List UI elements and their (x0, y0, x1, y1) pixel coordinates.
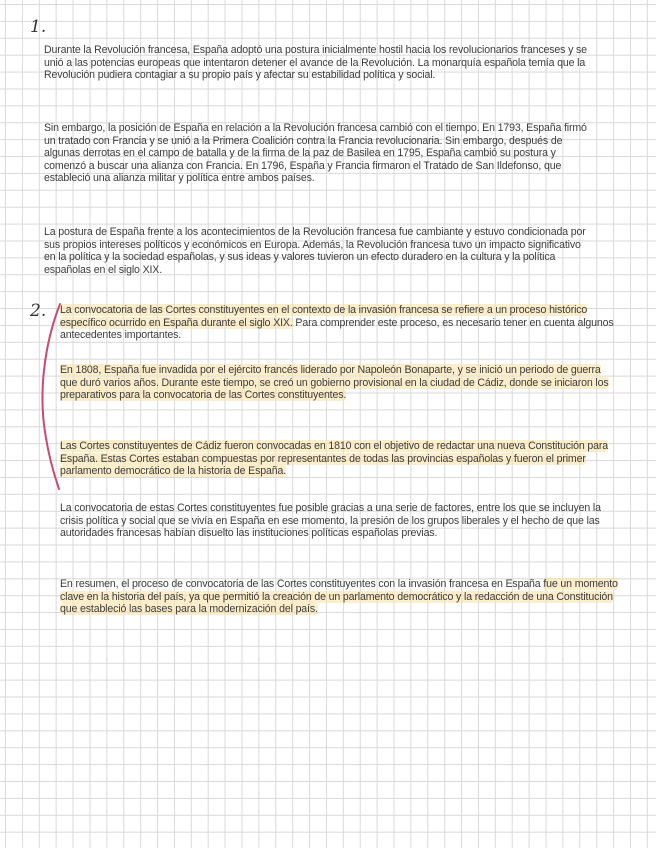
section-2-paragraph-3 (60, 440, 620, 478)
section-1-paragraph-3: La postura de España frente a los acontecimientos de la Revolución francesa fue cambiante y estuvo condicionada por sus propios intereses políticos y económicos en Europa. Además, la Revolución francesa tuvo un impacto significativo en la política y la sociedad españolas, y sus ideas y valores tuvieron un efecto duradero en la cultura y la política españolas en el siglo XIX. (44, 226, 586, 276)
highlighted-text: fue un momento clave en la historia del país, ya que permitió la creación de un parlamento democrático y la redacción de una Constitución que estableció las bases para la modernización del país. (60, 578, 618, 616)
section-2-number: 2. (30, 301, 47, 321)
highlighted-text: La convocatoria de las Cortes constituyentes en el contexto de la invasión francesa se refiere a un proceso histórico específico ocurrido en España durante el siglo XIX. (60, 304, 588, 329)
section-2-paragraph-2 (60, 364, 620, 402)
section-1-paragraph-1: Durante la Revolución francesa, España adoptó una postura inicialmente hostil hacia los revolucionarios franceses y se unió a las potencias europeas que intentaron detener el avance de la Revolución. La monarquía española temía que la Revolución pudiera contagiar a su propio país y afectar su estabilidad política y social. (44, 44, 587, 82)
highlighted-text: Las Cortes constituyentes de Cádiz fueron convocadas en 1810 con el objetivo de redactar una nueva Constitución para España. Estas Cortes estaban compuestas por representantes de todas las provincias españolas y fueron el primer parlamento democrático de la historia de España. (60, 440, 608, 478)
plain-text: Para comprender este proceso, es necesario tener en cuenta algunos antecedentes importantes. (60, 316, 614, 342)
section-2-paragraph-4: La convocatoria de estas Cortes constituyentes fue posible gracias a una serie de factores, entre los que se incluyen la crisis política y social que se vivía en España en ese momento, la presión de los grupos liberales y el hecho de que las autoridades francesas habían disuelto las instituciones políticas españolas previas. (60, 502, 601, 540)
plain-text: En resumen, el proceso de convocatoria de las Cortes constituyentes con la invasión francesa en España (60, 578, 544, 590)
section-2-paragraph-5 (60, 578, 624, 616)
highlighted-text: En 1808, España fue invadida por el ejército francés liderado por Napoleón Bonaparte, y se inició un periodo de guerra que duró varios años. Durante este tiempo, se creó un gobierno provisional en la ciudad de Cádiz, donde se iniciaron los preparativos para la convocatoria de las Cortes constituyentes. (60, 364, 609, 402)
section-1-number: 1. (30, 17, 47, 37)
section-1-paragraph-2: Sin embargo, la posición de España en relación a la Revolución francesa cambió con el tiempo. En 1793, España firmó un tratado con Francia y se unió a la Primera Coalición contra la Francia revolucionaria. Sin embargo, después de algunas derrotas en el campo de batalla y de la firma de la paz de Basilea en 1795, España cambió su postura y comenzó a buscar una alianza con Francia. En 1796, España y Francia firmaron el Tratado de San Ildefonso, que estableció una alianza militar y política entre ambos países. (44, 122, 587, 185)
section-2-paragraph-1 (60, 304, 620, 342)
